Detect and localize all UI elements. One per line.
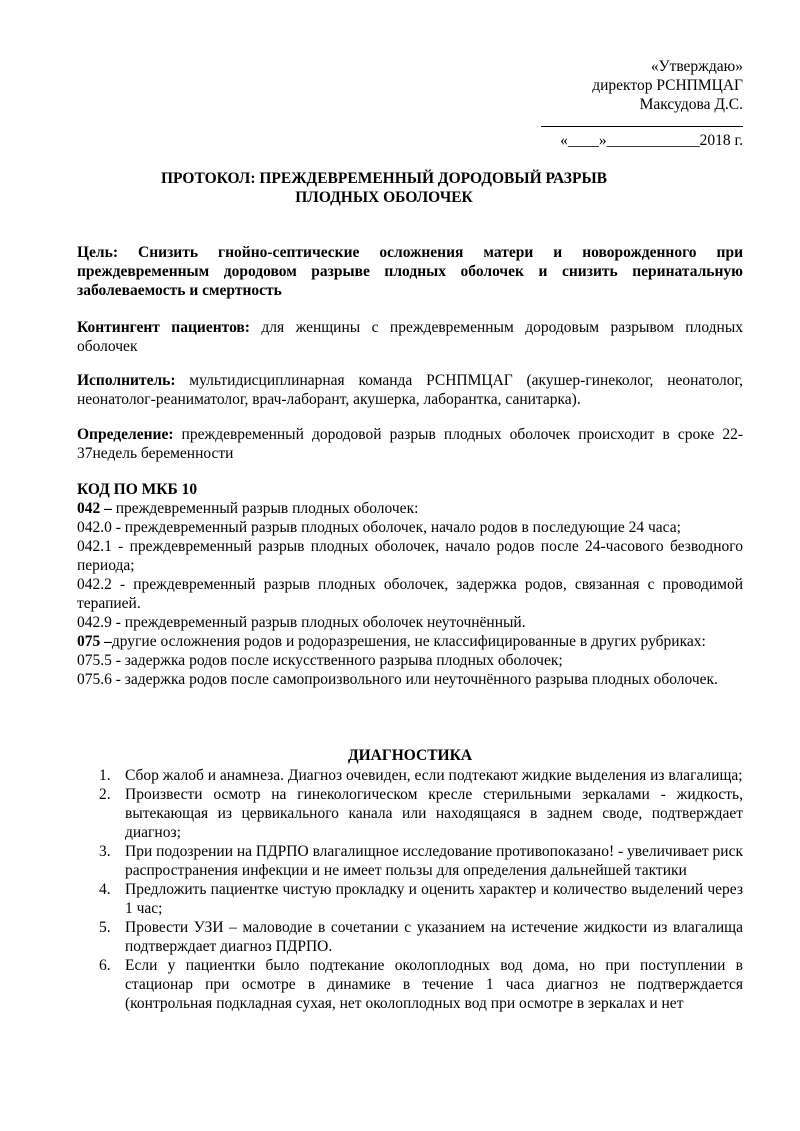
item-text: Предложить пациентке чистую прокладку и оценить характер и количество выделений через 1 час; [125, 881, 743, 917]
diagnostics-heading: ДИАГНОСТИКА [347, 747, 473, 764]
mkb-heading: КОД ПО МКБ 10 [77, 481, 198, 498]
executor-paragraph [77, 371, 743, 409]
item-number: 2. [99, 786, 111, 803]
title-line-2: ПЛОДНЫХ ОБОЛОЧЕК [295, 189, 473, 206]
item-text: Сбор жалоб и анамнеза. Диагноз очевиден, если подтекают жидкие выделения из влагалища; [125, 767, 743, 784]
mkb-code: 075 – [77, 633, 112, 650]
item-number: 4. [99, 881, 111, 898]
contingent-label: Контингент пациентов: [77, 319, 250, 336]
list-item [77, 766, 743, 785]
item-text: Если у пациентки было подтекание околоплодных вод дома, но при поступлении в стационар при осмотре в динамике в течение 1 часа диагноз не подтверждается (контрольная подкладная сухая, нет околоплодных вод при осмотре в зеркалах и нет [125, 957, 743, 1012]
diagnostics-list [77, 766, 743, 1013]
contingent-text: для женщины с преждевременным дородовым разрывом плодных оболочек [77, 319, 743, 355]
mkb-text: другие осложнения родов и родоразрешения, не классифицированные в других рубриках: [111, 633, 706, 650]
mkb-line [77, 499, 743, 518]
item-number: 3. [99, 843, 111, 860]
mkb-line: 042.2 - преждевременный разрыв плодных оболочек, задержка родов, связанная с проводимой терапией. [77, 576, 743, 612]
mkb-section [77, 480, 743, 689]
definition-label: Определение: [77, 426, 174, 443]
mkb-code: 042 – [77, 500, 112, 517]
item-text: Произвести осмотр на гинекологическом кресле стерильными зеркалами - жидкость, вытекающая из цервикального канала или находящаяся в заднем своде, подтверждает диагноз; [125, 786, 743, 841]
signature-line [541, 126, 743, 127]
approval-line-1: «Утверждаю» [650, 58, 743, 75]
item-number: 1. [99, 767, 111, 784]
mkb-line: 042.1 - преждевременный разрыв плодных оболочек, начало родов после 24-часового безводного периода; [77, 538, 743, 574]
item-text: При подозрении на ПДРПО влагалищное исследование противопоказано! - увеличивает риск распространения инфекции и не имеет пользы для определения дальнейшей тактики [125, 843, 743, 879]
item-text: Провести УЗИ – маловодие в сочетании с указанием на истечение жидкости из влагалища подтверждает диагноз ПДРПО. [125, 919, 743, 955]
document-title [0, 169, 768, 207]
item-number: 5. [99, 919, 111, 936]
mkb-text: преждевременный разрыв плодных оболочек: [111, 500, 419, 517]
definition-paragraph [77, 425, 743, 463]
list-item [77, 842, 743, 880]
mkb-line: 075.6 - задержка родов после самопроизвольного или неуточнённого разрыва плодных оболочек. [77, 671, 718, 688]
approval-line-3: Максудова Д.С. [639, 96, 743, 113]
goal-paragraph: Цель: Снизить гнойно-септические осложнения матери и новорожденного при преждевременным дородовом разрыве плодных оболочек и снизить перинатальную заболеваемость и смертность [77, 244, 743, 299]
item-number: 6. [99, 957, 111, 974]
list-item [77, 880, 743, 918]
executor-text: мультидисциплинарная команда РСНПМЦАГ (акушер-гинеколог, неонатолог, неонатолог-реаниматолог, врач-лаборант, акушерка, лаборантка, санитарка). [77, 372, 743, 408]
mkb-line: 075.5 - задержка родов после искусственного разрыва плодных оболочек; [77, 652, 563, 669]
executor-label: Исполнитель: [77, 372, 176, 389]
list-item [77, 785, 743, 842]
list-item [77, 956, 743, 1013]
mkb-line: 042.9 - преждевременный разрыв плодных оболочек неуточнённый. [77, 614, 526, 631]
approval-block [592, 57, 743, 114]
contingent-paragraph [77, 318, 743, 356]
definition-text: преждевременный дородовой разрыв плодных оболочек происходит в сроке 22-37недель беременности [77, 426, 743, 462]
approval-line-2: директор РСНПМЦАГ [592, 77, 743, 94]
mkb-line: 042.0 - преждевременный разрыв плодных оболочек, начало родов в последующие 24 часа; [77, 519, 681, 536]
approval-date: «____»____________2018 г. [560, 132, 743, 149]
mkb-line [77, 632, 743, 651]
title-line-1: ПРОТОКОЛ: ПРЕЖДЕВРЕМЕННЫЙ ДОРОДОВЫЙ РАЗРЫВ [160, 170, 608, 187]
list-item [77, 918, 743, 956]
